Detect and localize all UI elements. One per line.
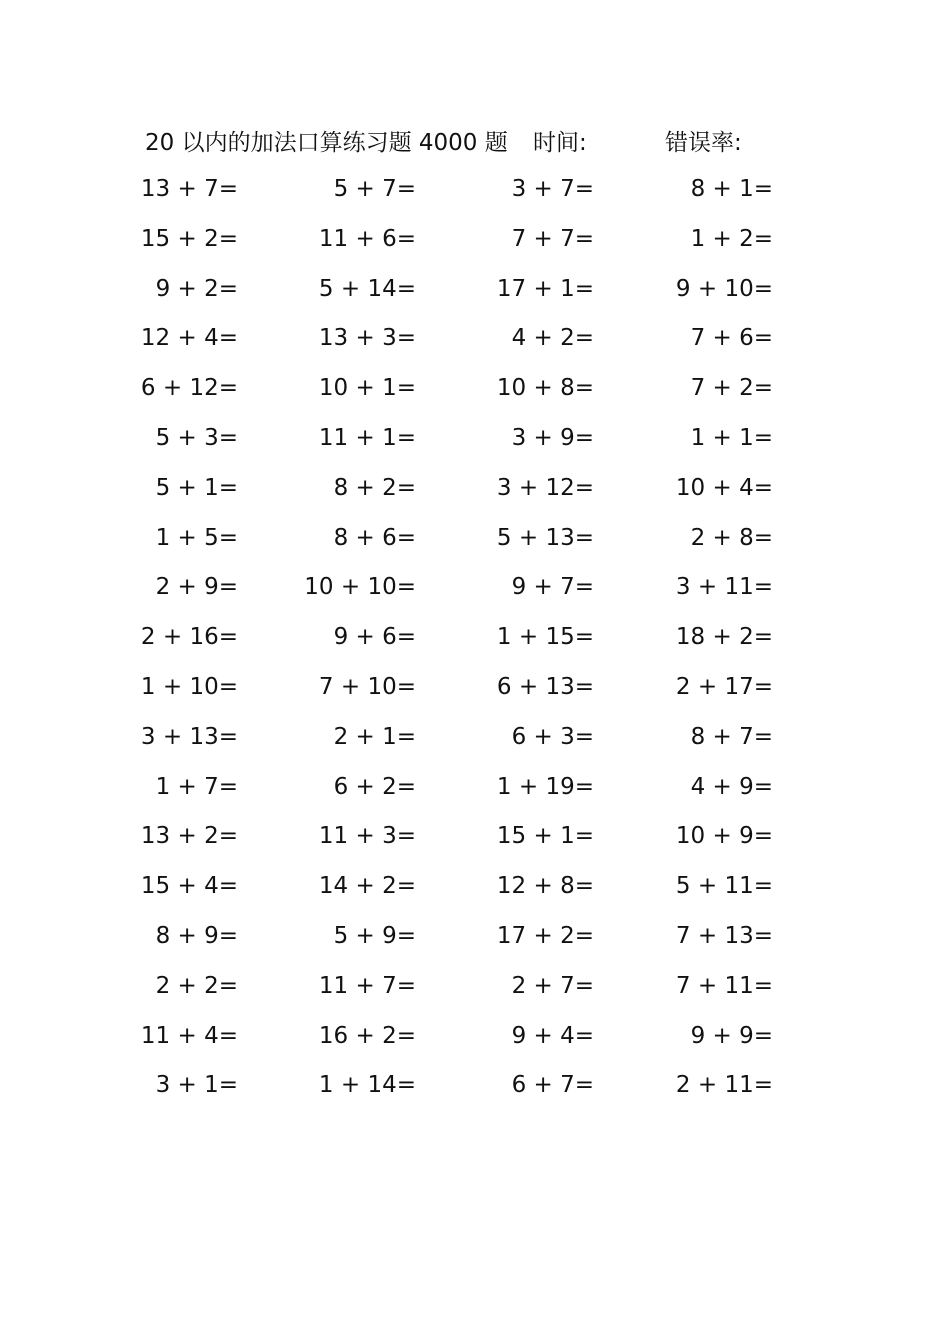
problem-row [0, 923, 950, 963]
problem-cell: 2 + 9= [155, 574, 238, 601]
problem-cell: 8 + 6= [333, 524, 416, 551]
problem-cell: 6 + 12= [140, 375, 238, 402]
problem-cell: 11 + 7= [318, 972, 416, 999]
problem-cell: 8 + 1= [690, 176, 773, 202]
problem-cell: 10 + 10= [304, 574, 416, 601]
problem-row [0, 574, 950, 614]
problem-cell: 5 + 1= [155, 474, 238, 501]
problem-row [0, 674, 950, 714]
problem-cell: 3 + 9= [511, 425, 594, 451]
problem-cell: 16 + 2= [318, 1022, 416, 1049]
problem-cell: 10 + 9= [675, 823, 773, 850]
problem-cell: 3 + 11= [675, 574, 773, 601]
problem-cell: 1 + 2= [690, 225, 773, 252]
problem-cell: 17 + 2= [496, 923, 594, 949]
problem-cell: 2 + 8= [690, 524, 773, 551]
problem-row [0, 325, 950, 365]
problem-cell: 7 + 11= [675, 972, 773, 999]
problem-row [0, 176, 950, 216]
problem-cell: 3 + 13= [140, 723, 238, 750]
problem-cell: 18 + 2= [675, 624, 773, 651]
problem-cell: 13 + 3= [318, 325, 416, 352]
problem-cell: 12 + 4= [140, 325, 238, 352]
problem-row [0, 1023, 950, 1063]
problem-cell: 2 + 2= [155, 972, 238, 999]
problem-cell: 6 + 3= [511, 723, 594, 750]
problem-cell: 14 + 2= [318, 873, 416, 900]
problem-row [0, 624, 950, 664]
problem-cell: 7 + 10= [318, 674, 416, 700]
problem-cell: 5 + 11= [675, 873, 773, 900]
problem-cell: 11 + 6= [318, 225, 416, 252]
problem-cell: 3 + 7= [511, 176, 594, 202]
problem-row [0, 226, 950, 266]
problem-row [0, 774, 950, 814]
problem-row [0, 1072, 950, 1112]
problem-cell: 2 + 16= [140, 624, 238, 651]
problem-row [0, 873, 950, 913]
problem-cell: 15 + 1= [496, 823, 594, 850]
problem-row [0, 276, 950, 316]
problem-cell: 5 + 13= [496, 524, 594, 551]
problem-cell: 11 + 3= [318, 823, 416, 850]
problem-row [0, 525, 950, 565]
problem-cell: 9 + 2= [155, 275, 238, 302]
problem-cell: 6 + 13= [496, 674, 594, 700]
problem-row [0, 973, 950, 1013]
problem-cell: 2 + 11= [675, 1072, 773, 1099]
worksheet-title: 20 以内的加法口算练习题 4000 题 [145, 130, 508, 156]
problem-cell: 9 + 6= [333, 624, 416, 651]
problem-cell: 2 + 7= [511, 972, 594, 999]
problem-cell: 13 + 7= [140, 176, 238, 202]
problem-cell: 3 + 12= [496, 474, 594, 501]
problem-row [0, 425, 950, 465]
problem-cell: 17 + 1= [496, 275, 594, 302]
problem-cell: 1 + 19= [496, 773, 594, 800]
problem-cell: 8 + 9= [155, 923, 238, 949]
problem-cell: 1 + 15= [496, 624, 594, 651]
problem-cell: 9 + 10= [675, 275, 773, 302]
problem-cell: 15 + 2= [140, 225, 238, 252]
problem-cell: 5 + 9= [333, 923, 416, 949]
problem-cell: 5 + 3= [155, 425, 238, 451]
problem-cell: 11 + 1= [318, 425, 416, 451]
problem-cell: 6 + 7= [511, 1072, 594, 1099]
problem-cell: 2 + 17= [675, 674, 773, 700]
error-rate-label: 错误率: [665, 130, 742, 156]
problem-cell: 7 + 6= [690, 325, 773, 352]
problem-cell: 10 + 4= [675, 474, 773, 501]
problem-cell: 8 + 7= [690, 723, 773, 750]
problem-cell: 1 + 7= [155, 773, 238, 800]
problem-cell: 9 + 7= [511, 574, 594, 601]
problem-cell: 7 + 7= [511, 225, 594, 252]
time-label: 时间: [533, 130, 587, 156]
problem-row [0, 823, 950, 863]
problem-cell: 7 + 13= [675, 923, 773, 949]
problem-cell: 10 + 8= [496, 375, 594, 402]
problem-cell: 1 + 14= [318, 1072, 416, 1099]
problem-cell: 8 + 2= [333, 474, 416, 501]
problem-cell: 13 + 2= [140, 823, 238, 850]
problem-row [0, 475, 950, 515]
problem-cell: 12 + 8= [496, 873, 594, 900]
problem-cell: 11 + 4= [140, 1022, 238, 1049]
problem-row [0, 724, 950, 764]
problem-cell: 10 + 1= [318, 375, 416, 402]
problem-cell: 5 + 7= [333, 176, 416, 202]
problem-cell: 2 + 1= [333, 723, 416, 750]
problem-cell: 7 + 2= [690, 375, 773, 402]
problem-cell: 3 + 1= [155, 1072, 238, 1099]
problem-cell: 15 + 4= [140, 873, 238, 900]
problem-cell: 9 + 4= [511, 1022, 594, 1049]
problem-row [0, 375, 950, 415]
problem-cell: 5 + 14= [318, 275, 416, 302]
problem-cell: 1 + 1= [690, 425, 773, 451]
problem-cell: 9 + 9= [690, 1022, 773, 1049]
problem-cell: 1 + 5= [155, 524, 238, 551]
problem-cell: 4 + 2= [511, 325, 594, 352]
problem-cell: 6 + 2= [333, 773, 416, 800]
problem-cell: 4 + 9= [690, 773, 773, 800]
problem-cell: 1 + 10= [140, 674, 238, 700]
